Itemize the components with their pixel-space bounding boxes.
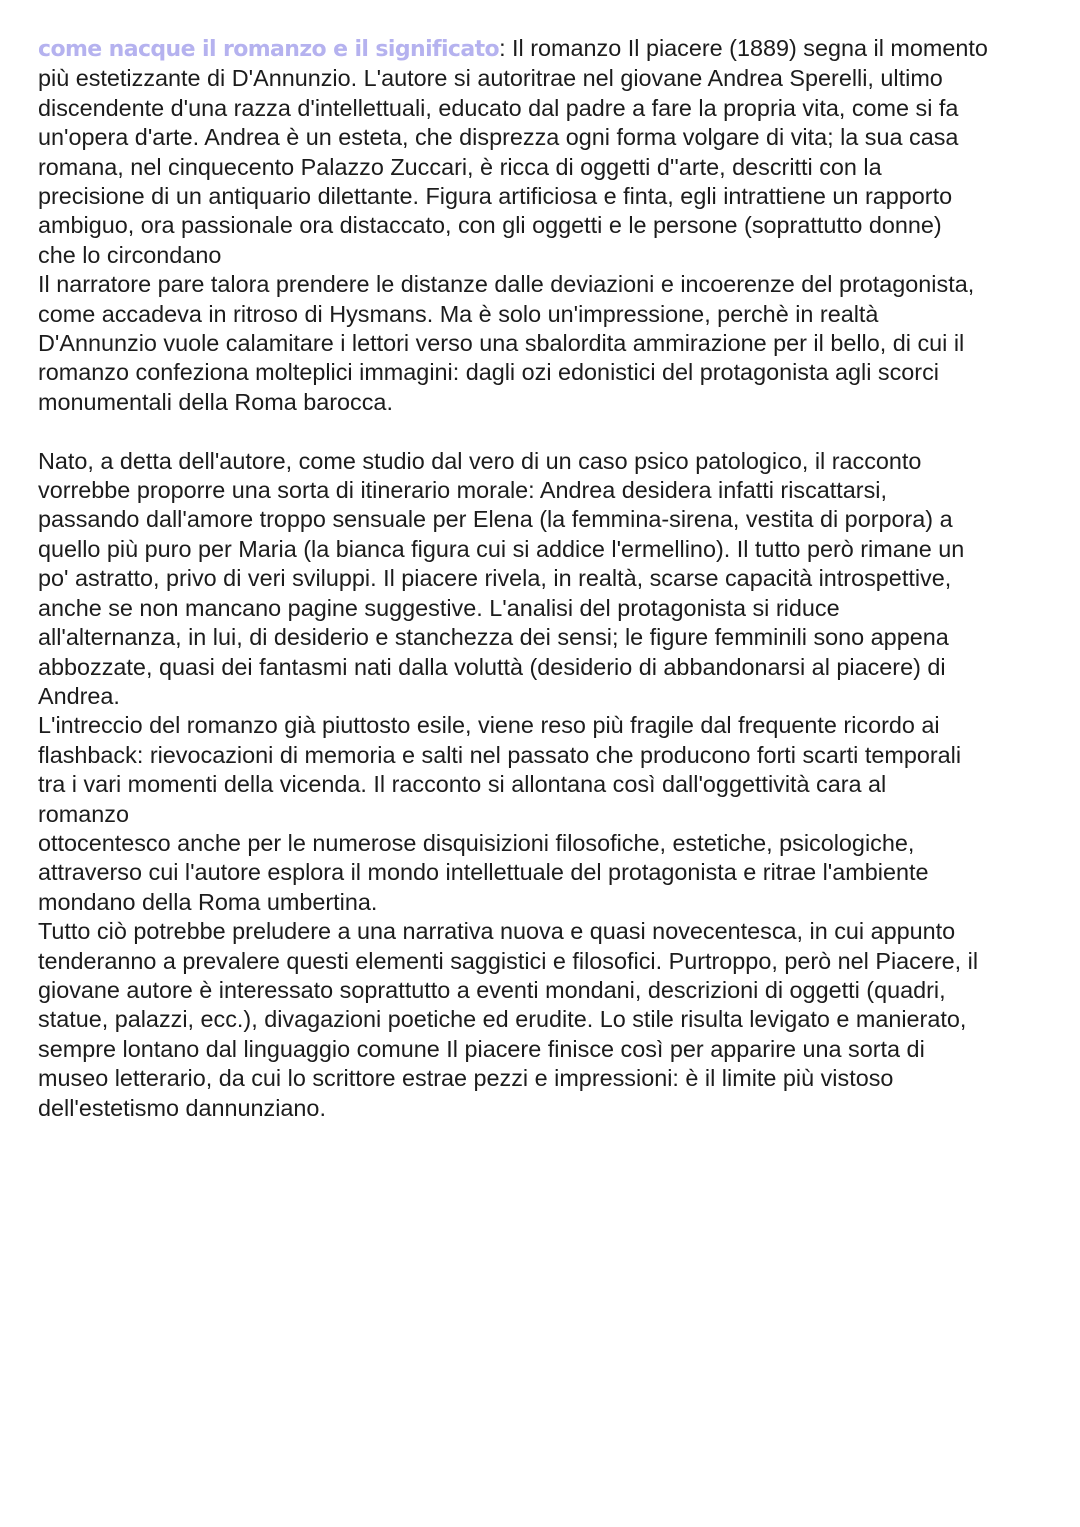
text-line: tra i vari momenti della vicenda. Il racconto si allontana così dall'oggettività cara al [38, 771, 887, 798]
text-line: museo letterario, da cui lo scrittore estrae pezzi e impressioni: è il limite più vistoso [38, 1065, 894, 1092]
paragraph-1 [38, 34, 1048, 270]
text-line: come nacque il romanzo e il significato: Il romanzo Il piacere (1889) segna il momento [38, 35, 988, 62]
text-line: ambiguo, ora passionale ora distaccato, con gli oggetti e le persone (soprattutto donne) [38, 212, 942, 239]
text-line: come accadeva in ritroso di Hysmans. Ma è solo un'impressione, perchè in realtà [38, 300, 879, 327]
text-line: sempre lontano dal linguaggio comune Il piacere finisce così per apparire una sorta di [38, 1035, 925, 1062]
text-line: Andrea. [38, 682, 120, 709]
text-line: precisione di un antiquario dilettante. Figura artificiosa e finta, egli intrattiene un rapporto [38, 183, 953, 210]
text-line: quello più puro per Maria (la bianca figura cui si addice l'ermellino). Il tutto però rimane un [38, 535, 965, 562]
text-line: attraverso cui l'autore esplora il mondo intellettuale del protagonista e ritrae l'ambiente [38, 859, 929, 886]
document-page [38, 34, 1048, 1123]
text-line: Tutto ciò potrebbe preludere a una narrativa nuova e quasi novecentesca, in cui appunto [38, 918, 956, 945]
text-line: che lo circondano [38, 241, 222, 268]
text-line: Nato, a detta dell'autore, come studio dal vero di un caso psico patologico, il racconto [38, 447, 922, 474]
text-line: giovane autore è interessato soprattutto a eventi mondani, descrizioni di oggetti (quadri, [38, 976, 946, 1003]
text-line: mondano della Roma umbertina. [38, 888, 378, 915]
text-line: romanzo confeziona molteplici immagini: dagli ozi edonistici del protagonista agli scorci [38, 359, 939, 386]
paragraph-3 [38, 447, 1048, 712]
text-line: monumentali della Roma barocca. [38, 388, 393, 415]
text-line: ottocentesco anche per le numerose disquisizioni filosofiche, estetiche, psicologiche, [38, 829, 915, 856]
text-line: all'alternanza, in lui, di desiderio e stanchezza dei sensi; le figure femminili sono appena [38, 624, 949, 651]
text-line: Il narratore pare talora prendere le distanze dalle deviazioni e incoerenze del protagonista, [38, 271, 975, 298]
text-line: D'Annunzio vuole calamitare i lettori verso una sbalordita ammirazione per il bello, di cui il [38, 330, 965, 357]
text-line: L'intreccio del romanzo già piuttosto esile, viene reso più fragile dal frequente ricordo ai [38, 712, 940, 739]
text-line: romanzo [38, 800, 130, 827]
text-line: statue, palazzi, ecc.), divagazioni poetiche ed erudite. Lo stile risulta levigato e manierato, [38, 1006, 967, 1033]
text-line: abbozzate, quasi dei fantasmi nati dalla voluttà (desiderio di abbandonarsi al piacere) di [38, 653, 946, 680]
text-line: po' astratto, privo di veri sviluppi. Il piacere rivela, in realtà, scarse capacità introspettive, [38, 565, 952, 592]
section-heading: come nacque il romanzo e il significato [38, 37, 500, 62]
text-line: anche se non mancano pagine suggestive. L'analisi del protagonista si riduce [38, 594, 840, 621]
text-line: un'opera d'arte. Andrea è un esteta, che disprezza ogni forma volgare di vita; la sua casa [38, 124, 959, 151]
paragraph-4 [38, 711, 1048, 917]
paragraph-2 [38, 270, 1048, 417]
text-line: romana, nel cinquecento Palazzo Zuccari, è ricca di oggetti d''arte, descritti con la [38, 153, 882, 180]
text-line: flashback: rievocazioni di memoria e salti nel passato che producono forti scarti temporali [38, 741, 962, 768]
text-line: discendente d'una razza d'intellettuali, educato dal padre a fare la propria vita, come si fa [38, 94, 959, 121]
paragraph-gap [38, 417, 1048, 446]
text-line: vorrebbe proporre una sorta di itinerario morale: Andrea desidera infatti riscattarsi, [38, 477, 887, 504]
text-line: tenderanno a prevalere questi elementi saggistici e filosofici. Purtroppo, però nel Piacere, il [38, 947, 979, 974]
text-line: dell'estetismo dannunziano. [38, 1094, 326, 1121]
text-line: più estetizzante di D'Annunzio. L'autore si autoritrae nel giovane Andrea Sperelli, ultimo [38, 65, 943, 92]
text-line: passando dall'amore troppo sensuale per Elena (la femmina-sirena, vestita di porpora) a [38, 506, 953, 533]
paragraph-5 [38, 917, 1048, 1123]
